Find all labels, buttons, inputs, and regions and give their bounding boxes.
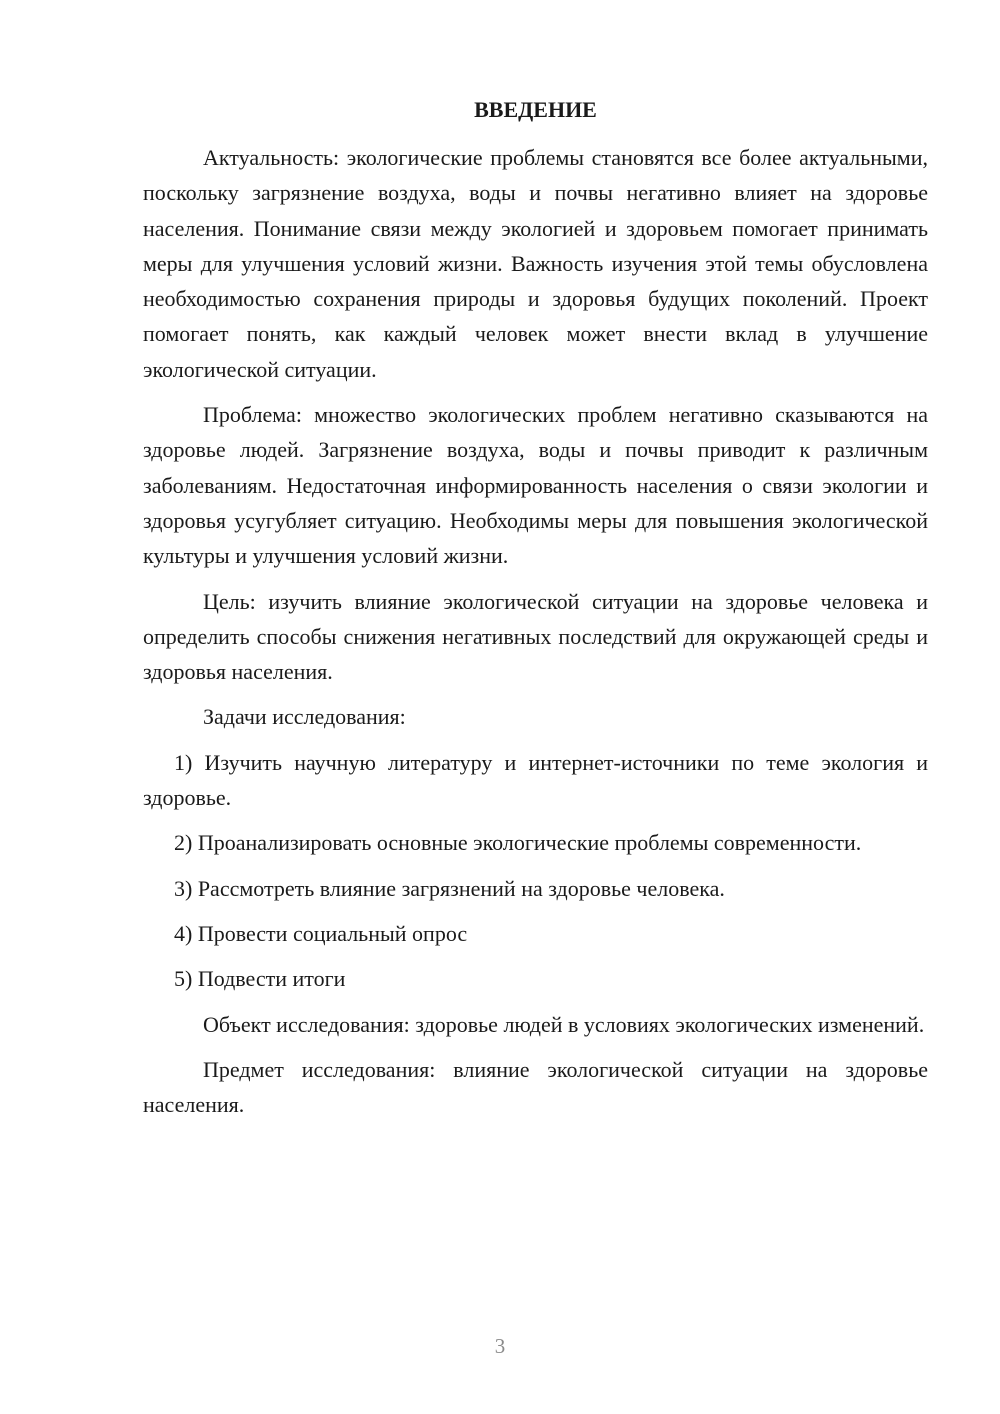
paragraph-relevance: Актуальность: экологические проблемы становятся все более актуальными, поскольку загрязнение воздуха, воды и почвы негативно влияет на здоровье населения. Понимание связи между экологией и здоровьем помогает принимать меры для улучшения условий жизни. Важность изучения этой темы обусловлена необходимостью сохранения природы и здоровья будущих поколений. Проект помогает понять, как каждый человек может внести вклад в улучшение экологической ситуации. xyxy=(143,145,928,382)
task-item-4: 4) Провести социальный опрос xyxy=(174,920,468,946)
paragraph-problem: Проблема: множество экологических проблем негативно сказываются на здоровье людей. Загрязнение воздуха, воды и почвы приводит к различным заболеваниям. Недостаточная информированность населения о связи экологии и здоровья усугубляет ситуацию. Необходимы меры для повышения экологической культуры и улучшения условий жизни. xyxy=(143,402,928,569)
task-item-2: 2) Проанализировать основные экологические проблемы современности. xyxy=(174,830,862,856)
paragraph-goal: Цель: изучить влияние экологической ситуации на здоровье человека и определить способы снижения негативных последствий для окружающей среды и здоровья населения. xyxy=(143,588,928,685)
task-item-1: 1) Изучить научную литературу и интернет-источники по теме экология и здоровье. xyxy=(143,749,928,811)
paragraph-subject: Предмет исследования: влияние экологической ситуации на здоровье населения. xyxy=(143,1056,928,1118)
page-number: 3 xyxy=(494,1334,506,1358)
task-item-3: 3) Рассмотреть влияние загрязнений на здоровье человека. xyxy=(174,875,725,901)
section-title: ВВЕДЕНИЕ xyxy=(474,97,597,122)
tasks-heading: Задачи исследования: xyxy=(203,704,406,730)
task-item-5: 5) Подвести итоги xyxy=(174,966,346,992)
paragraph-object: Объект исследования: здоровье людей в условиях экологических изменений. xyxy=(203,1011,925,1037)
document-page xyxy=(143,92,928,1132)
